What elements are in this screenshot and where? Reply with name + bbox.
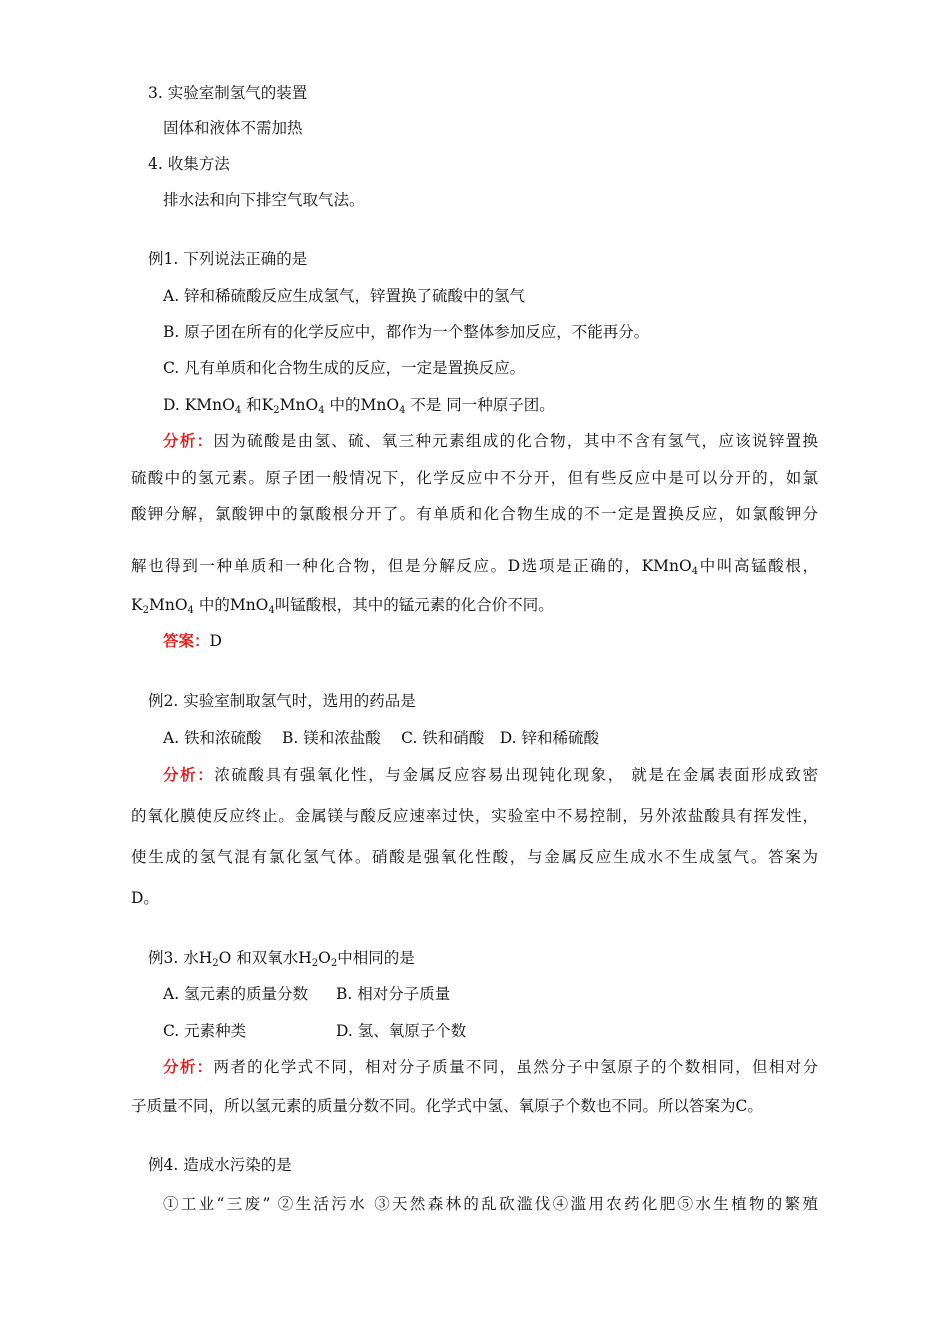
ex3-option-a: A. 氢元素的质量分数 [163, 985, 309, 1003]
ex1-answer-label: 答案： [163, 631, 210, 650]
ex2-title: 例2. 实验室制取氢气时，选用的药品是 [148, 692, 416, 710]
ex2-options: A. 铁和浓硫酸 B. 镁和浓盐酸 C. 铁和硝酸 D. 锌和稀硫酸 [163, 729, 600, 747]
ex1-analysis-line2: 硫酸中的氢元素。原子团一般情况下，化学反应中不分开，但有些反应中是可以分开的，如氯 [131, 469, 818, 487]
ex2-analysis-label: 分析： [163, 765, 215, 784]
section4-text: 排水法和向下排空气取气法。 [163, 191, 365, 209]
ex1-option-a: A. 锌和稀硫酸反应生成氢气，锌置换了硫酸中的氢气 [163, 287, 526, 305]
ex1-option-c: C. 凡有单质和化合物生成的反应，一定是置换反应。 [163, 359, 526, 377]
ex1-analysis-line1: 分析：因为硫酸是由氢、硫、氧三种元素组成的化合物，其中不含有氢气，应该说锌置换 [163, 431, 818, 450]
ex1-analysis-line5: $K_2MnO_4$ 中的MnO$_4$叫锰酸根，其中的锰元素的化合价不同。 [131, 596, 554, 616]
ex3-analysis-label: 分析： [163, 1057, 214, 1076]
ex2-analysis-line1: 分析：浓硫酸具有强氧化性，与金属反应容易出现钝化现象， 就是在金属表面形成致密 [163, 765, 818, 784]
ex3-analysis-line1: 分析：两者的化学式不同，相对分子质量不同，虽然分子中氢原子的个数相同，但相对分 [163, 1057, 818, 1076]
ex1-title: 例1. 下列说法正确的是 [148, 250, 308, 268]
ex2-analysis-line2: 的氧化膜使反应终止。金属镁与酸反应速率过快，实验室中不易控制，另外浓盐酸具有挥发性， [131, 807, 818, 825]
section4-heading: 4. 收集方法 [148, 155, 230, 173]
ex1-option-d: D. KMnO$_4$ 和$K_2MnO_4$ 中的MnO$_4$ 不是 同一种原子团。 [163, 396, 555, 416]
ex3-option-b: B. 相对分子质量 [336, 985, 451, 1003]
ex2-analysis-line3: 使生成的氢气混有氯化氢气体。硝酸是强氧化性酸，与金属反应生成水不生成氢气。答案为 [131, 848, 818, 866]
ex4-items: ①工业“三废” ②生活污水 ③天然森林的乱砍滥伐④滥用农药化肥⑤水生植物的繁殖 [163, 1195, 818, 1213]
ex1-analysis-label: 分析： [163, 431, 214, 450]
ex3-title: 例3. 水$H_2O$ 和双氧水$H_2O_2$中相同的是 [148, 949, 415, 969]
ex1-analysis-line3: 酸钾分解，氯酸钾中的氯酸根分开了。有单质和化合物生成的不一定是置换反应，如氯酸钾分 [131, 505, 818, 523]
section3-text: 固体和液体不需加热 [163, 119, 303, 137]
ex1-analysis-line4: 解也得到一种单质和一种化合物，但是分解反应。D选项是正确的，KMnO$_4$中叫高锰酸根， [131, 557, 818, 577]
ex4-title: 例4. 造成水污染的是 [148, 1156, 292, 1174]
ex3-option-d: D. 氢、氧原子个数 [336, 1022, 467, 1040]
ex1-answer: 答案：D [163, 631, 222, 650]
ex1-option-b: B. 原子团在所有的化学反应中，都作为一个整体参加反应，不能再分。 [163, 323, 650, 341]
ex2-analysis-line4: D。 [131, 889, 159, 907]
section3-heading: 3. 实验室制氢气的装置 [148, 84, 308, 102]
ex3-analysis-line2: 子质量不同，所以氢元素的质量分数不同。化学式中氢、氧原子个数也不同。所以答案为C。 [131, 1097, 763, 1115]
ex3-option-c: C. 元素种类 [163, 1022, 247, 1040]
